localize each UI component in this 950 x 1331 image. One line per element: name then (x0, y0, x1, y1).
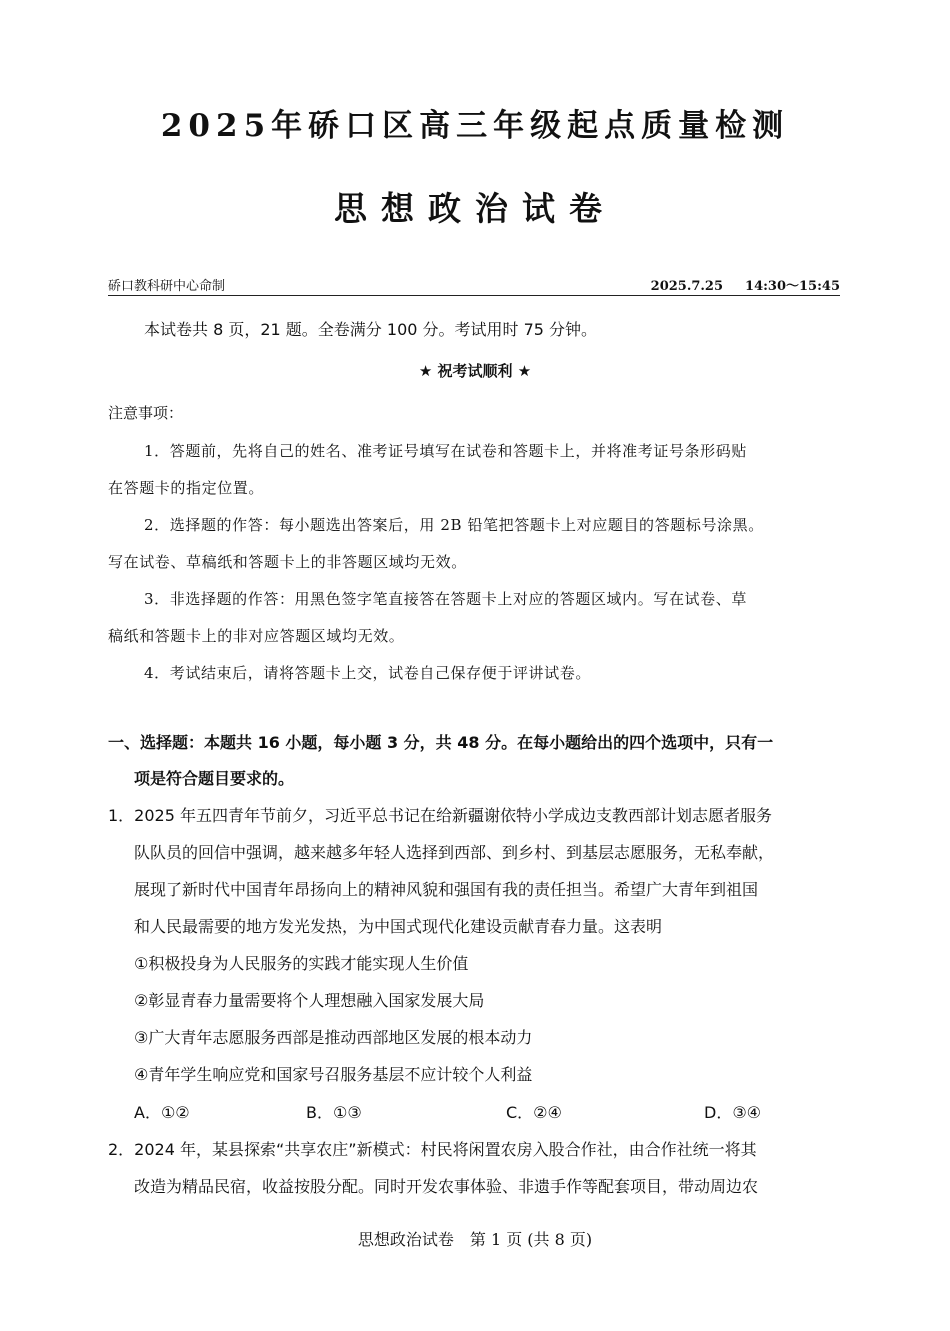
choice-d: D．③④ (704, 1103, 762, 1122)
good-luck-banner: ★ 祝考试顺利 ★ (418, 362, 532, 380)
notice-line: 1．答题前，先将自己的姓名、准考证号填写在试卷和答题卡上，并将准考证号条形码贴 (144, 442, 747, 460)
notice-line: 稿纸和答题卡上的非对应答题区域均无效。 (108, 627, 405, 645)
question-1-line: 展现了新时代中国青年昂扬向上的精神风貌和强国有我的责任担当。希望广大青年到祖国 (134, 880, 759, 899)
notice-line: 3．非选择题的作答：用黑色签字笔直接答在答题卡上对应的答题区域内。写在试卷、草 (144, 590, 747, 608)
question-1-statement: ③广大青年志愿服务西部是推动西部地区发展的根本动力 (134, 1028, 533, 1047)
section-heading-cont: 项是符合题目要求的。 (134, 769, 295, 788)
notice-line: 4．考试结束后，请将答题卡上交，试卷自己保存便于评讲试卷。 (144, 664, 591, 682)
question-2-line: 改造为精品民宿，收益按股分配。同时开发农事体验、非遗手作等配套项目，带动周边农 (134, 1177, 759, 1196)
question-1-statement: ④青年学生响应党和国家号召服务基层不应计较个人利益 (134, 1065, 533, 1084)
exam-time: 14:30～15:45 (745, 279, 840, 294)
question-1-line: 队队员的回信中强调，越来越多年轻人选择到西部、到乡村、到基层志愿服务，无私奉献， (134, 843, 775, 862)
question-1-line: 1．2025 年五四青年节前夕，习近平总书记在给新疆谢依特小学成边支教西部计划志愿者服务 (108, 806, 772, 825)
subject-title: 思想政治试卷 (334, 189, 616, 228)
notice-line: 在答题卡的指定位置。 (108, 479, 265, 497)
notice-line: 2．选择题的作答：每小题选出答案后，用 2B 铅笔把答题卡上对应题目的答题标号涂黑。 (144, 516, 764, 534)
exam-intro: 本试卷共 8 页，21 题。全卷满分 100 分。考试用时 75 分钟。 (144, 320, 598, 339)
question-1-statement: ②彰显青春力量需要将个人理想融入国家发展大局 (134, 991, 485, 1010)
notice-heading: 注意事项： (108, 404, 184, 422)
question-2-line: 2．2024 年，某县探索“共享农庄”新模式：村民将闲置农房入股合作社，由合作社统一将其 (108, 1140, 757, 1159)
exam-title: 2025年硚口区高三年级起点质量检测 (160, 108, 790, 144)
section-heading: 一、选择题：本题共 16 小题，每小题 3 分，共 48 分。在每小题给出的四个选项中，只有一 (108, 733, 774, 752)
issuer-label: 硚口教科研中心命制 (108, 279, 226, 294)
choice-b: B．①③ (306, 1103, 362, 1122)
question-1-line: 和人民最需要的地方发光发热，为中国式现代化建设贡献青春力量。这表明 (134, 917, 663, 936)
choice-c: C．②④ (506, 1103, 562, 1122)
notice-line: 写在试卷、草稿纸和答题卡上的非答题区域均无效。 (108, 553, 467, 571)
exam-datetime (629, 275, 840, 294)
header-divider (108, 295, 840, 296)
page-footer: 思想政治试卷 第 1 页 (共 8 页) (357, 1230, 593, 1249)
question-1-statement: ①积极投身为人民服务的实践才能实现人生价值 (134, 954, 469, 973)
choice-a: A．①② (134, 1103, 190, 1122)
exam-date: 2025.7.25 (650, 279, 724, 294)
